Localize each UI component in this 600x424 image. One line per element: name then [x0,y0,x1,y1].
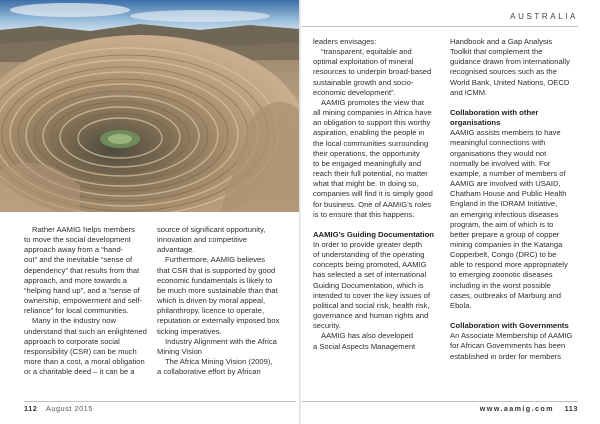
paragraph-line: for business. One of AAMIG’s roles [313,199,432,209]
paragraph-line: recognised sources such as the [450,67,557,77]
right-footer [480,404,578,413]
paragraph-line: security. [313,321,341,331]
left-footer-rule [24,401,296,402]
paragraph-line: cases, outbreaks of Marburg and [450,290,562,300]
paragraph-line: of understanding of the operating [313,250,425,260]
section-heading: Collaboration with other organisations [450,107,539,128]
paragraph-line: intended to cover the key issues of [313,290,430,300]
paragraph-line: Copperbelt, Congo (DRC) to be [450,250,557,260]
paragraph-line: including in the worst possible [450,280,551,290]
paragraph-line: their operations, the opportunity [313,148,420,158]
paragraph-line: companies will find it is simply good [313,189,433,199]
left-page-column-2 [157,225,293,377]
paragraph-line: meaningful connections with [450,138,546,148]
page-number: 112 [24,404,38,413]
right-page-column-1 [313,37,447,352]
paragraph-line: economic development”. [313,87,396,97]
left-page-column-1 [24,225,152,377]
section-heading: Collaboration with Governments [450,321,569,331]
paragraph-line: program, the aim of which is to [450,219,554,229]
paragraph-line: Industry Alignment with the Africa [165,336,277,346]
section-header: AUSTRALIA [510,12,578,21]
paragraph-line: a collaborative effort by African [157,367,261,377]
paragraph-line: example, a number of members of [450,168,566,178]
paragraph-line: more than a cost, a moral obligation [24,357,145,367]
paragraph-line: normally be involved with. For [450,158,551,168]
paragraph-line: “helping hand up”, and a “sense of [24,285,140,295]
paragraph-line: approach away from a “hand- [24,245,124,255]
paragraph-line: The Africa Mining Vision (2009), [165,357,273,367]
paragraph-line: In order to provide greater depth [313,239,422,249]
paragraph-line: innovation and competitive [157,235,247,245]
paragraph-line: Mining Vision [157,346,203,356]
paragraph-line: Toolkit that complement the [450,47,543,57]
paragraph-line: leaders envisages: [313,37,377,46]
left-footer [24,404,93,413]
paragraph-line: Handbook and a Gap Analysis [450,37,553,46]
paragraph-line: responsibility (CSR) can be much [24,346,137,356]
paragraph-line: ticking imperatives. [157,326,222,336]
paragraph-line: to be engaged meaningfully and [313,158,422,168]
paragraph-line: Many in the industry now [32,316,116,326]
paragraph-line: Furthermore, AAMIG believes [165,255,266,265]
paragraph-line: reliance” for local communities. [24,306,129,316]
paragraph-line: all mining companies in Africa have [313,108,432,118]
website-url: www.aamig.com [479,404,554,413]
paragraph-line: reach their full potential, no matter [313,169,428,179]
paragraph-line: to move the social development [24,235,131,245]
paragraph-line: a Social Aspects Management [313,341,416,351]
paragraph-line: established in order for members [450,351,562,361]
paragraph-line: resources to underpin broad-based [313,67,432,77]
paragraph-line: is to ensure that this happens. [313,209,415,219]
paragraph-line: governance and human rights and [313,311,429,321]
paragraph-line: AAMIG are involved with USAID, [450,179,561,189]
paragraph-line: sustainable growth and socio- [313,77,414,87]
paragraph-line: has selected a set of international [313,270,427,280]
paragraph-line: which is driven by moral appeal, [157,296,266,306]
paragraph-line: optimal exploitation of mineral [313,57,414,67]
paragraph-line: reputation or externally imposed box [157,316,280,326]
paragraph-line: be much more sustainable than that [157,285,278,295]
paragraph-line: to emerging zoonotic diseases [450,270,553,280]
paragraph-line: political and social risk, health risk, [313,300,430,310]
paragraph-line: Guiding Documentation, which is [313,280,424,290]
issue-date: August 2015 [46,404,93,413]
paragraph-line: that CSR that is supported by good [157,265,276,275]
paragraph-line: “transparent, equitable and [321,47,412,57]
paragraph-line: Chatham House and Public Health [450,189,567,199]
paragraph-line: England in the IDRAM Initiative, [450,199,558,209]
paragraph-line: and ICMM. [450,87,488,97]
paragraph-line: Ebola. [450,300,472,310]
paragraph-line: for African Governments has been [450,341,566,351]
open-pit-mine-photo [0,0,299,212]
paragraph-line: an emerging infectious diseases [450,209,559,219]
paragraph-line: ownership, empowerment and self- [24,296,143,306]
paragraph-line: or a charitable deed – it can be a [24,367,135,377]
paragraph-line: an obligation to support this worthy [313,118,431,128]
paragraph-line: organisations they would not [450,148,547,158]
paragraph-line: advantage. [157,245,195,255]
section-heading: AAMIG’s Guiding Documentation [313,229,435,239]
paragraph-line: aspiration, enabling the people in [313,128,425,138]
paragraph-line: concepts being promoted, AAMIG [313,260,427,270]
page-number: 113 [564,404,578,413]
paragraph-line: guidance drawn from internationally [450,57,570,67]
paragraph-line: understand that such an enlightened [24,326,147,336]
header-rule [302,26,578,27]
paragraph-line: the local communities surrounding [313,138,429,148]
page-gutter [299,0,301,424]
paragraph-line: World Bank, United Nations, OECD [450,77,570,87]
paragraph-line: out” and the inevitable “sense of [24,255,133,265]
paragraph-line: economic fundamentals is likely to [157,275,273,285]
paragraph-line: AAMIG assists members to have [450,128,561,138]
paragraph-line: what that might be. In doing so, [313,179,419,189]
paragraph-line: able to respond more appropriately [450,260,568,270]
paragraph-line: dependency” that results from that [24,265,140,275]
paragraph-line: better prepare a group of copper [450,229,560,239]
right-footer-rule [302,401,578,402]
paragraph-line: approach, and more towards a [24,275,127,285]
paragraph-line: philanthropy, licence to operate, [157,306,265,316]
paragraph-line: approach to corporate social [24,336,120,346]
paragraph-line: source of significant opportunity, [157,225,266,234]
paragraph-line: An Associate Membership of AAMIG [450,331,573,341]
paragraph-line: AAMIG promotes the view that [321,97,424,107]
paragraph-line: AAMIG has also developed [321,331,414,341]
right-page-column-2 [450,37,582,362]
paragraph-line: Rather AAMIG helps members [32,225,135,234]
paragraph-line: mining companies in the Katanga [450,239,563,249]
